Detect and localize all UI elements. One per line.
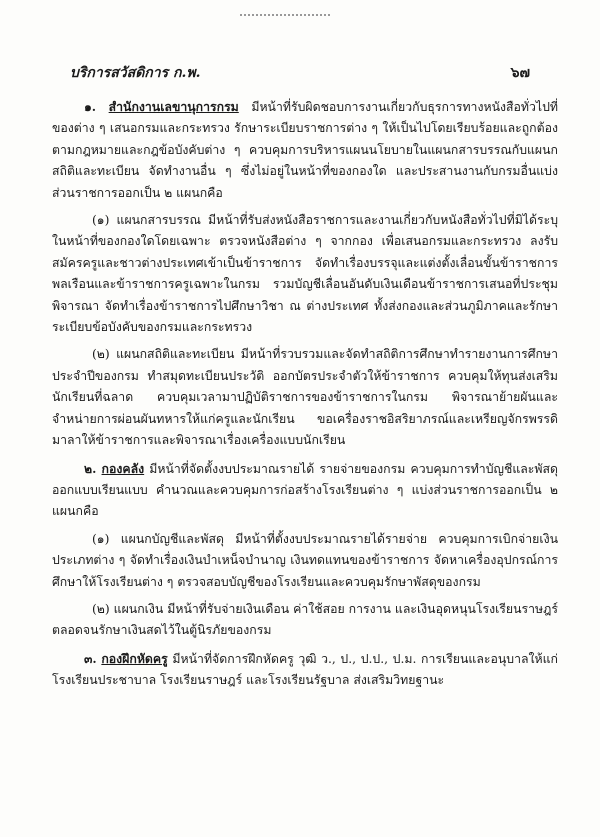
subsection-number: (๑) [92,213,110,228]
section-number: ๑. [84,99,97,114]
section-number: ๒. [84,460,97,476]
page-number: ๖๗ [510,65,530,81]
subsection-number: (๒) [92,347,110,362]
page-header [70,62,530,82]
section-text: มีหน้าที่จัดการฝึกหัดครู วุฒิ ว., ป., ป.ป., ป.ม. การเรียนและอนุบาลให้แก่โรงเรียนประชาบาล โรงเรียนราษฎร์ และโรงเรียนรัฐบาล ส่งเสริมวิทยฐานะ [52,651,559,688]
subsection-2-1 [52,529,558,593]
section-heading: กองฝึกหัดครู [101,650,168,666]
section-2 [52,458,558,523]
subsection-number: (๒) [92,601,110,616]
running-title: บริการสวัสดิการ ก.พ. [70,65,201,81]
section-number: ๓. [84,650,97,666]
subsection-1-2 [52,344,558,451]
section-text: มีหน้าที่จัดตั้งงบประมาณรายได้ รายจ่ายของกรม ควบคุมการทำบัญชีและพัสดุ ออกแบบเรียนแบบ คำนวณและควบคุมการก่อสร้างโรงเรียนต่าง ๆ แบ่งส่วนราชการออกเป็น ๒ แผนกคือ [52,461,558,519]
section-text: มีหน้าที่รับผิดชอบการงานเกี่ยวกับธุรการทางหนังสือทั่วไปที่ของต่าง ๆ เสนอกรมและกระทรวง รักษาระเบียบราชการต่าง ๆ ให้เป็นไปโดยเรียบร้อยและถูกต้องตามกฎหมายและกฎข้อบังคับต่าง ๆ ควบคุมการบริหารแผนนโยบายในแผนกสารบรรณกับแผนกสถิติและทะเบียน จัดทำงานอื่น ๆ ซึ่งไม่อยู่ในหน้าที่ของกองใด และประสานงานกับกรมอื่นแบ่งส่วนราชการออกเป็น ๒ แผนกคือ [52,100,558,200]
section-heading: สำนักงานเลขานุการกรม [108,99,239,114]
scan-artifact [240,14,330,20]
subsection-2-2 [52,599,558,642]
section-heading: กองคลัง [101,460,145,476]
subsection-text: แผนกเงิน มีหน้าที่รับจ่ายเงินเดือน ค่าใช้สอย การงาน และเงินอุดหนุนโรงเรียนราษฎร์ ตลอดจนรักษาเงินสดไว้ในตู้นิรภัยของกรม [52,601,558,638]
section-3 [52,648,558,692]
subsection-text: แผนกสารบรรณ มีหน้าที่รับส่งหนังสือราชการและงานเกี่ยวกับหนังสือทั่วไปที่มิได้ระบุในหน้าที่ของกองใดโดยเฉพาะ ตรวจหนังสือต่าง ๆ จากกอง เพื่อเสนอกรมและกระทรวง ลงรับสมัครครูและชาวต่างประเทศเข้าเป็นข้าราชการ จัดทำเรื่องบรรจุและแต่งตั้งเลื่อนขั้นข้าราชการพลเรือนและข้าราชการครูเฉพาะในกรม รวมบัญชีเลื่อนอันดับเงินเดือนข้าราชการเสนอที่ประชุมพิจารณา จัดทำเรื่องข้าราชการไปศึกษาวิชา ณ ต่างประเทศ ทั้งส่งกองและส่วนภูมิภาคและรักษาระเบียบข้อบังคับของกรมและกระทรวง [52,213,558,335]
subsection-text: แผนกบัญชีและพัสดุ มีหน้าที่ตั้งงบประมาณรายได้รายจ่าย ควบคุมการเบิกจ่ายเงินประเภทต่าง ๆ จัดทำเรื่องเงินบำเหน็จบำนาญ เงินทดแทนของข้าราชการ จัดหาเครื่องอุปกรณ์การศึกษาให้โรงเรียนต่าง ๆ ตรวจสอบบัญชีของโรงเรียนและควบคุมรักษาพัสดุของกรม [52,531,558,589]
subsection-1-1 [52,210,558,338]
page-body [52,96,558,698]
section-1 [52,96,558,204]
subsection-text: แผนกสถิติและทะเบียน มีหน้าที่รวบรวมและจัดทำสถิติการศึกษาทำรายงานการศึกษาประจำปีของกรม ทำสมุดทะเบียนประวัติ ออกบัตรประจำตัวให้ข้าราชการ ควบคุมให้ทุนส่งเสริมนักเรียนที่ฉลาด ควบคุมเวลามาปฏิบัติราชการของข้าราชการในกรม พิจารณาย้ายผันและจำหน่ายการผ่อนผันทหารให้แก่ครูและนักเรียน ขอเครื่องราชอิสริยาภรณ์และเหรียญจักรพรรดิมาลาให้ข้าราชการและพิจารณาเรื่องเครื่องแบบนักเรียน [52,347,558,448]
subsection-number: (๑) [92,531,110,546]
